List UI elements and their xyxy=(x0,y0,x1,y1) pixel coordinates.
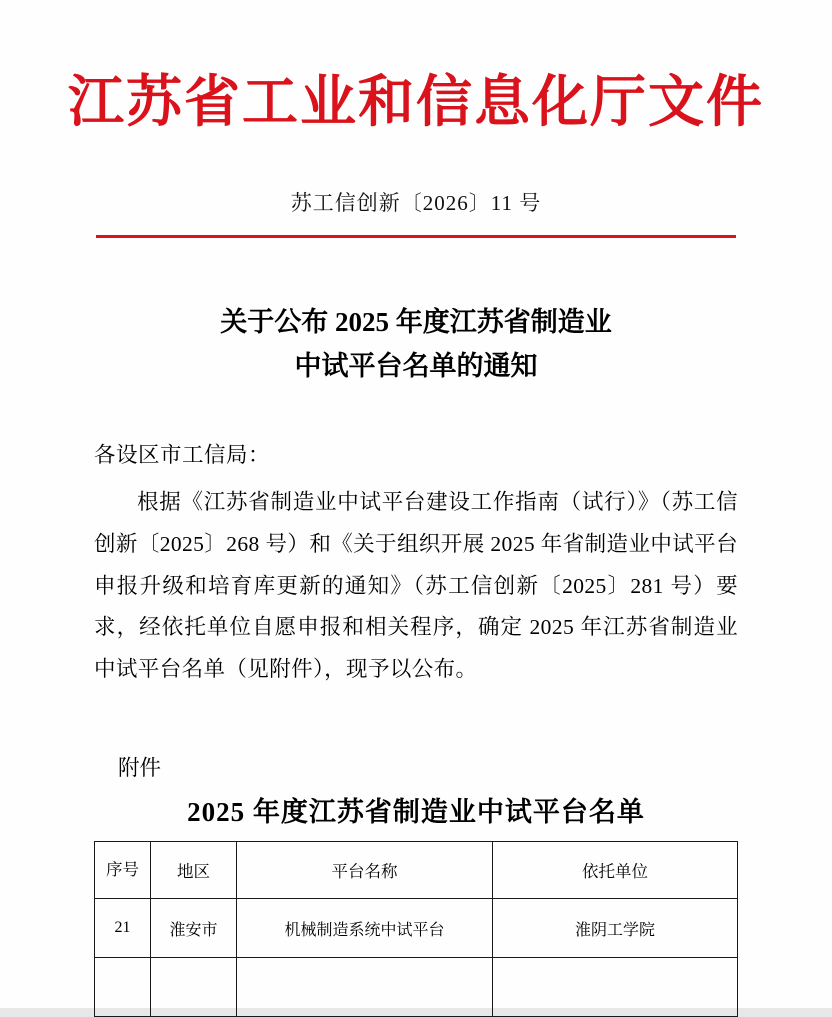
column-header-platform: 平台名称 xyxy=(237,842,493,899)
attachment-label: 附件 xyxy=(118,756,162,781)
page-title-line-1: 关于公布 2025 年度江苏省制造业 xyxy=(220,306,612,337)
table-body xyxy=(95,899,738,1017)
table-head xyxy=(95,842,738,899)
issuing-authority-title: 江苏省工业和信息化厅文件 xyxy=(68,72,764,134)
document-number: 苏工信创新〔2026〕11 号 xyxy=(290,190,542,215)
page-title xyxy=(0,300,832,389)
attachment-title: 2025 年度江苏省制造业中试平台名单 xyxy=(187,797,645,828)
table-row xyxy=(95,899,738,958)
masthead xyxy=(0,0,832,135)
red-divider-rule xyxy=(96,235,736,238)
cell-index: 21 xyxy=(95,899,151,958)
page-title-line-2: 中试平台名单的通知 xyxy=(294,351,538,382)
column-header-unit: 依托单位 xyxy=(493,842,738,899)
cell-unit: 淮阴工学院 xyxy=(493,899,738,958)
salutation: 各设区市工信局： xyxy=(94,442,271,467)
cell-region: 淮安市 xyxy=(151,899,237,958)
column-header-index: 序号 xyxy=(95,842,151,899)
table-header-row xyxy=(95,842,738,899)
platform-listing-table xyxy=(94,841,738,1017)
cell-platform: 机械制造系统中试平台 xyxy=(237,899,493,958)
attachment-table-wrap xyxy=(94,841,738,1017)
column-header-region: 地区 xyxy=(151,842,237,899)
body-paragraph-1: 根据《江苏省制造业中试平台建设工作指南（试行）》（苏工信创新〔2025〕268 号）和《关于组织开展 2025 年省制造业中试平台申报升级和培育库更新的通知》（苏工信创新〔2025〕281 号）要求，经依托单位自愿申报和相关程序，确定 2025 年江苏省制造业中试平台名单（见附件），现予以公布。 xyxy=(94,489,738,682)
document-body xyxy=(94,435,738,691)
